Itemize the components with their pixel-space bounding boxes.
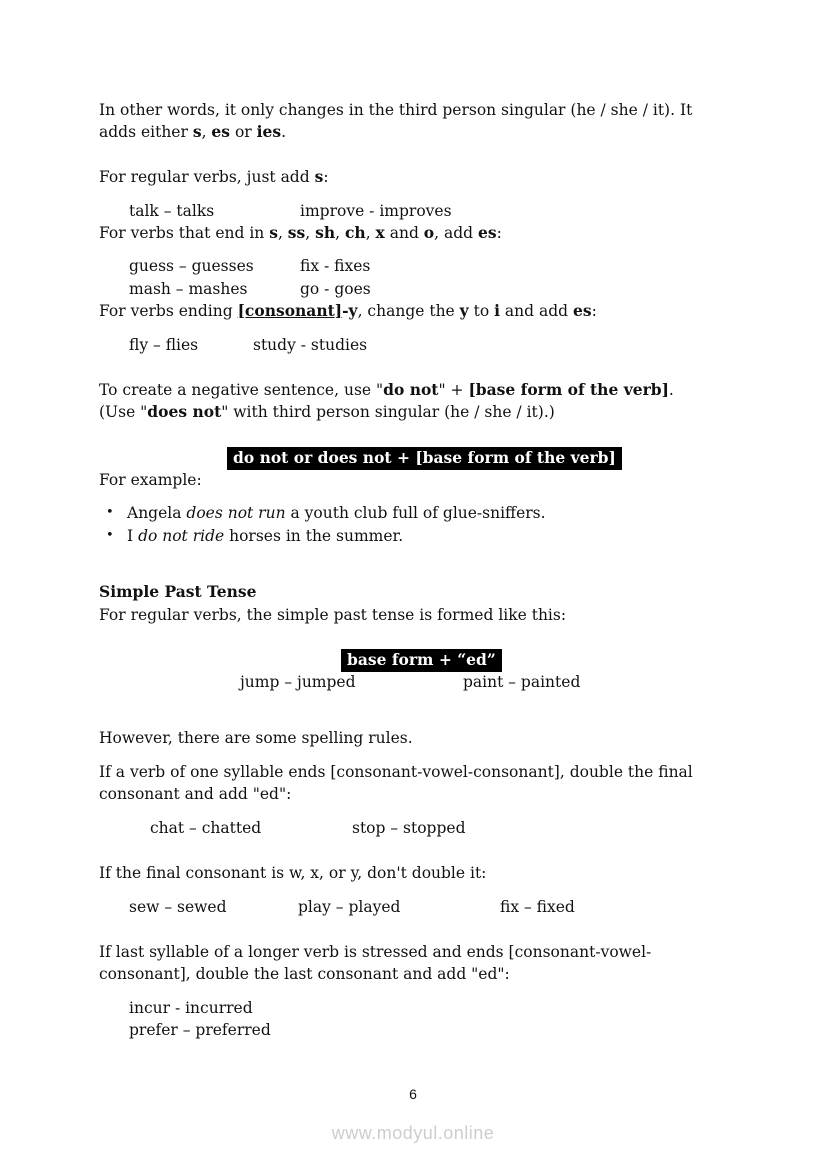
paragraph-intro: In other words, it only changes in the third person singular (he / she / it). It adds either s, es or ies. — [99, 101, 693, 141]
paragraph-add-s: For regular verbs, just add s: — [99, 167, 329, 186]
paragraph-wxy-rule: If the final consonant is w, x, or y, don't double it: — [99, 864, 487, 882]
example-pair: jump – jumped — [240, 673, 356, 691]
example-row-fly — [99, 334, 731, 356]
watermark: www.modyul.online — [331, 1123, 495, 1143]
paragraph-cvc-rule: If a verb of one syllable ends [consonant-vowel-consonant], double the final consonant and add "ed": — [99, 763, 693, 803]
paragraph-past-intro: For regular verbs, the simple past tense is formed like this: — [99, 606, 567, 624]
example-pair: mash – mashes — [129, 280, 248, 298]
example-row-prefer — [99, 1019, 731, 1041]
example-row-incur — [99, 997, 731, 1019]
example-pair: guess – guesses — [129, 257, 254, 275]
paragraph-however: However, there are some spelling rules. — [99, 729, 413, 747]
section-heading-simple-past-tense: Simple Past Tense — [99, 582, 257, 601]
paragraph-end-es: For verbs that end in s, ss, sh, ch, x and o, add es: — [99, 223, 502, 242]
example-pair: fix – fixed — [500, 898, 575, 916]
example-pair: stop – stopped — [352, 819, 466, 837]
example-row-sew — [99, 896, 731, 918]
rule-box-negative: do not or does not + [base form of the verb] — [227, 447, 622, 470]
example-pair: paint – painted — [463, 673, 581, 691]
paragraph-negative-rule: To create a negative sentence, use "do not" + [base form of the verb]. (Use "does not" with third person singular (he / she / it).) — [99, 380, 674, 421]
paragraph-for-example: For example: — [99, 471, 202, 489]
example-pair: incur - incurred — [129, 999, 253, 1017]
example-row-chat — [99, 817, 731, 839]
paragraph-stressed-rule: If last syllable of a longer verb is stressed and ends [consonant-vowel- consonant], double the last consonant and add "ed": — [99, 943, 652, 983]
example-pair: fly – flies — [129, 336, 199, 354]
example-bullet-list — [99, 502, 731, 548]
page-number: 6 — [409, 1086, 417, 1102]
example-row-talk — [99, 200, 731, 222]
list-item: • Angela does not run a youth club full of glue-sniffers. — [99, 502, 731, 525]
example-pair: chat – chatted — [150, 819, 262, 837]
list-item: • I do not ride horses in the summer. — [99, 525, 731, 548]
example-pair: sew – sewed — [129, 898, 227, 916]
example-pair: fix - fixes — [300, 257, 371, 275]
example-pair: talk – talks — [129, 202, 215, 220]
example-pair: study - studies — [253, 336, 368, 354]
example-pair: go - goes — [300, 280, 371, 298]
rule-box-past: base form + “ed” — [341, 649, 502, 672]
example-pair: play – played — [298, 898, 401, 916]
example-row-mash — [99, 278, 731, 300]
example-pair: improve - improves — [300, 202, 452, 220]
example-row-jump — [99, 671, 731, 693]
example-row-guess — [99, 255, 731, 277]
example-pair: prefer – preferred — [129, 1021, 271, 1039]
paragraph-consonant-y: For verbs ending [consonant]-y, change the y to i and add es: — [99, 301, 597, 320]
